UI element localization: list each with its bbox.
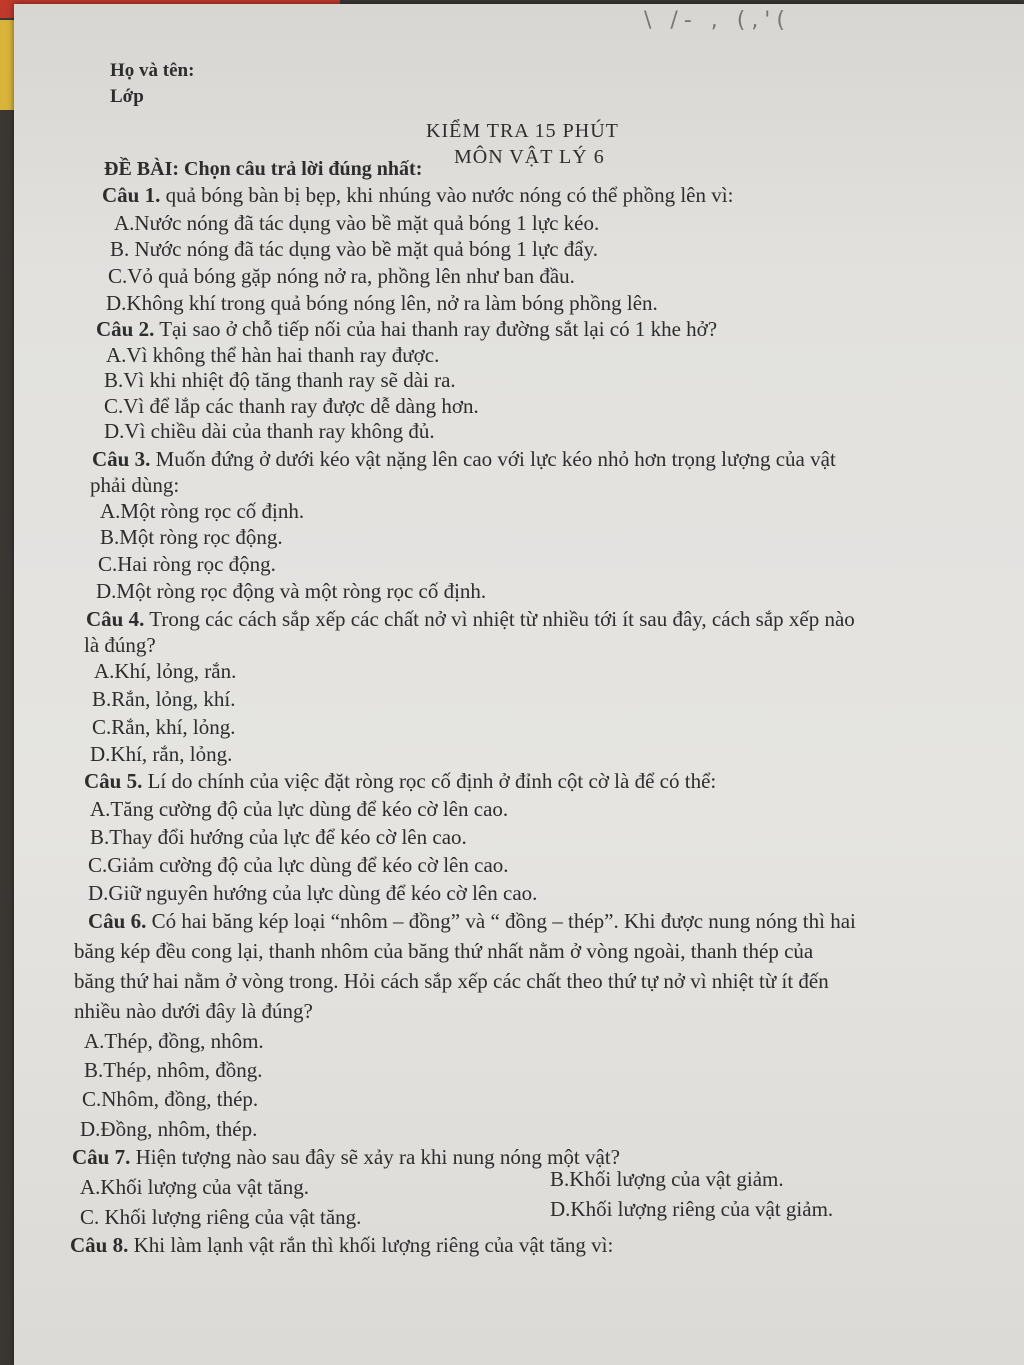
q4-option-a: A.Khí, lỏng, rắn. xyxy=(94,659,237,683)
question-2 xyxy=(96,316,717,342)
q4-option-c: C.Rắn, khí, lỏng. xyxy=(92,715,236,739)
exam-subject: MÔN VẬT LÝ 6 xyxy=(454,146,605,168)
question-3-cont: phải dùng: xyxy=(90,473,180,497)
exam-title: KIỂM TRA 15 PHÚT xyxy=(426,120,619,142)
q7-option-a: A.Khối lượng của vật tăng. xyxy=(80,1175,309,1199)
question-text: Tại sao ở chỗ tiếp nối của hai thanh ray đường sắt lại có 1 khe hở? xyxy=(154,317,718,341)
question-1 xyxy=(102,182,733,208)
q4-option-d: D.Khí, rắn, lỏng. xyxy=(90,742,233,766)
q2-option-d: D.Vì chiều dài của thanh ray không đủ. xyxy=(104,419,435,443)
question-text: Muốn đứng ở dưới kéo vật nặng lên cao với lực kéo nhỏ hơn trọng lượng của vật xyxy=(150,447,836,471)
q2-option-c: C.Vì để lắp các thanh ray được dễ dàng hơn. xyxy=(104,394,479,418)
scribble-mark: \ /- , (,'( xyxy=(644,8,791,33)
q7-option-b: B.Khối lượng của vật giảm. xyxy=(550,1167,784,1191)
q7-option-c: C. Khối lượng riêng của vật tăng. xyxy=(80,1205,362,1229)
instruction: ĐỀ BÀI: Chọn câu trả lời đúng nhất: xyxy=(104,158,423,180)
q3-option-a: A.Một ròng rọc cố định. xyxy=(100,499,305,523)
question-6-cont-1: băng kép đều cong lại, thanh nhôm của băng thứ nhất nằm ở vòng ngoài, thanh thép của xyxy=(74,939,814,963)
q1-option-d: D.Không khí trong quả bóng nóng lên, nở ra làm bóng phồng lên. xyxy=(106,291,658,315)
question-6 xyxy=(88,908,856,934)
q1-option-b: B. Nước nóng đã tác dụng vào bề mặt quả bóng 1 lực đẩy. xyxy=(110,237,598,261)
name-label: Họ và tên: xyxy=(110,60,195,81)
q1-option-c: C.Vỏ quả bóng gặp nóng nở ra, phồng lên như ban đầu. xyxy=(108,264,575,288)
q6-option-c: C.Nhôm, đồng, thép. xyxy=(82,1087,259,1111)
q4-option-b: B.Rắn, lỏng, khí. xyxy=(92,687,236,711)
question-number: Câu 5. xyxy=(84,769,143,793)
q3-option-d: D.Một ròng rọc động và một ròng rọc cố định. xyxy=(96,579,487,603)
question-number: Câu 7. xyxy=(72,1145,131,1169)
q5-option-b: B.Thay đổi hướng của lực để kéo cờ lên cao. xyxy=(90,825,467,849)
class-label: Lớp xyxy=(110,86,144,107)
q3-option-b: B.Một ròng rọc động. xyxy=(100,525,283,549)
q6-option-b: B.Thép, nhôm, đồng. xyxy=(84,1058,263,1082)
q2-option-a: A.Vì không thể hàn hai thanh ray được. xyxy=(106,343,440,367)
q6-option-d: D.Đồng, nhôm, thép. xyxy=(80,1117,258,1141)
q6-option-a: A.Thép, đồng, nhôm. xyxy=(84,1029,264,1053)
question-number: Câu 6. xyxy=(88,909,147,933)
question-3 xyxy=(92,446,836,472)
question-6-cont-2: băng thứ hai nằm ở vòng trong. Hỏi cách sắp xếp các chất theo thứ tự nở vì nhiệt từ ít đến xyxy=(74,969,829,993)
exam-paper xyxy=(14,4,1024,1365)
question-text: Trong các cách sắp xếp các chất nở vì nhiệt từ nhiều tới ít sau đây, cách sắp xếp nào xyxy=(144,607,855,631)
question-number: Câu 2. xyxy=(96,317,155,341)
q7-option-d: D.Khối lượng riêng của vật giảm. xyxy=(550,1197,834,1221)
question-number: Câu 8. xyxy=(70,1233,129,1257)
question-text: Lí do chính của việc đặt ròng rọc cố định ở đỉnh cột cờ là để có thể: xyxy=(142,769,717,793)
q2-option-b: B.Vì khi nhiệt độ tăng thanh ray sẽ dài ra. xyxy=(104,368,456,392)
q3-option-c: C.Hai ròng rọc động. xyxy=(98,552,276,576)
question-number: Câu 1. xyxy=(102,183,161,207)
q5-option-a: A.Tăng cường độ của lực dùng để kéo cờ lên cao. xyxy=(90,797,509,821)
q5-option-d: D.Giữ nguyên hướng của lực dùng để kéo cờ lên cao. xyxy=(88,881,538,905)
question-number: Câu 3. xyxy=(92,447,151,471)
question-7 xyxy=(72,1144,620,1170)
question-5 xyxy=(84,768,716,794)
question-text: Khi làm lạnh vật rắn thì khối lượng riêng của vật tăng vì: xyxy=(128,1233,614,1257)
question-4-cont: là đúng? xyxy=(84,633,156,657)
question-8 xyxy=(70,1232,613,1258)
question-text: Hiện tượng nào sau đây sẽ xảy ra khi nung nóng một vật? xyxy=(130,1145,620,1169)
question-6-cont-3: nhiều nào dưới đây là đúng? xyxy=(74,999,313,1023)
q5-option-c: C.Giảm cường độ của lực dùng để kéo cờ lên cao. xyxy=(88,853,509,877)
q1-option-a: A.Nước nóng đã tác dụng vào bề mặt quả bóng 1 lực kéo. xyxy=(114,211,600,235)
question-text: Có hai băng kép loại “nhôm – đồng” và “ đồng – thép”. Khi được nung nóng thì hai xyxy=(146,909,856,933)
question-number: Câu 4. xyxy=(86,607,145,631)
question-4 xyxy=(86,606,855,632)
question-text: quả bóng bàn bị bẹp, khi nhúng vào nước nóng có thể phồng lên vì: xyxy=(160,183,734,207)
